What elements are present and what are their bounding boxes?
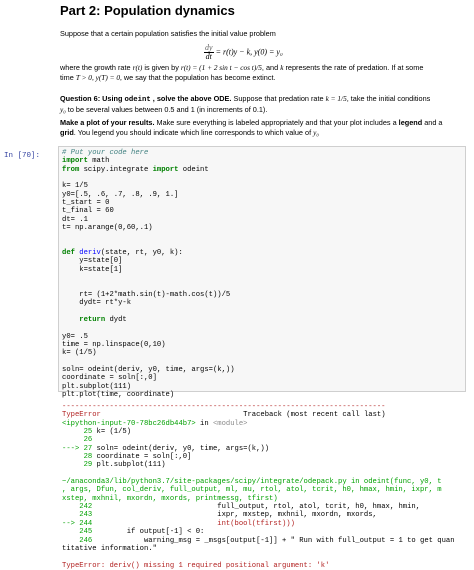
traceback-header-right: Traceback (most recent call last) xyxy=(243,411,386,420)
line-number: 243 xyxy=(62,511,93,520)
code-line: k=state[1] xyxy=(62,265,123,274)
traceback-blank xyxy=(62,470,455,478)
code-line xyxy=(62,358,235,366)
code-line: t_start = 0 xyxy=(62,199,110,208)
code-line: coordinate = soln[:,0] xyxy=(62,374,157,383)
growth-rate-text xyxy=(60,63,460,83)
traceback-input-file: <ipython-input-70-78bc26db44b7> xyxy=(62,419,196,428)
intro-text: Suppose that a certain population satisfies the initial value problem xyxy=(60,29,276,38)
extinction-condition: T > 0, y(T) = 0, xyxy=(75,73,122,82)
line-number: 246 xyxy=(62,536,93,545)
traceback-line xyxy=(62,503,455,511)
traceback-code: int(bool(tfirst))) xyxy=(92,519,295,528)
code-line xyxy=(62,274,235,282)
traceback-rule: --------------------------------------------------------------------------- xyxy=(62,403,386,411)
line-number: 25 xyxy=(62,428,93,437)
error-name: TypeError xyxy=(62,411,101,420)
question-code-word: odeint xyxy=(124,96,151,104)
line-arrow: ---> 27 xyxy=(62,444,93,453)
initial-condition-symbol: y₀ xyxy=(60,105,66,114)
traceback-continuation: titative information." xyxy=(62,544,157,553)
derivative-fraction xyxy=(204,44,214,61)
code-line xyxy=(62,308,235,316)
code-line: def deriv(state, rt, y0, k): xyxy=(62,249,183,258)
final-error-message: TypeError: deriv() missing 1 required positional argument: 'k' xyxy=(62,561,330,570)
predation-symbol: k xyxy=(280,63,284,72)
code-line: t= np.arange(0,60,.1) xyxy=(62,224,153,233)
ode-equation xyxy=(204,44,283,61)
traceback-in: in xyxy=(195,419,213,428)
traceback-line xyxy=(62,520,455,528)
code-line: dt= .1 xyxy=(62,215,88,224)
growth-text-part: is given by xyxy=(142,63,181,72)
code-line xyxy=(62,283,235,291)
line-arrow: --> 244 xyxy=(62,519,93,528)
question-label: Question 6: Using xyxy=(60,94,125,103)
traceback-code: warning_msg = _msgs[output[-1]] + " Run with full_output = 1 to get quan xyxy=(92,536,455,545)
traceback-path: xstep, mxhnil, mxordn, mxords, printmessg, tfirst) xyxy=(62,494,278,503)
code-line: y=state[0] xyxy=(62,257,123,266)
code-line: t_final = 60 xyxy=(62,207,114,216)
error-output xyxy=(62,403,455,570)
traceback-line xyxy=(62,461,455,469)
growth-text-part: , and xyxy=(261,63,281,72)
plot-instructions xyxy=(60,118,460,138)
code-line: k= 1/5 xyxy=(62,182,88,191)
code-line: soln= odeint(deriv, y0, time, args=(k,)) xyxy=(62,365,235,374)
code-line: import math xyxy=(62,157,110,166)
traceback-line xyxy=(62,436,455,444)
traceback-module: <module> xyxy=(212,419,248,428)
line-number: 26 xyxy=(62,436,93,445)
traceback-code: soln= odeint(deriv, y0, time, args=(k,)) xyxy=(92,444,270,453)
question-text: , take the initial conditions xyxy=(346,94,431,103)
traceback-path: ~/anaconda3/lib/python3.7/site-packages/scipy/integrate/odepack.py in odeint(func, y0, t xyxy=(62,478,442,487)
traceback-line xyxy=(62,537,455,545)
traceback-input-ref xyxy=(62,420,455,428)
fraction-numerator: dy xyxy=(205,43,213,52)
traceback-line xyxy=(62,453,455,461)
traceback-header xyxy=(62,411,455,419)
growth-rate-definition: r(t) = (1 + 2 sin t − cos t)/5 xyxy=(180,63,262,72)
growth-text-part: time xyxy=(60,73,76,82)
code-line: dydt= rt*y-k xyxy=(62,299,132,308)
traceback-code: full_output, rtol, atol, tcrit, h0, hmax, hmin, xyxy=(92,503,421,512)
traceback-code: ixpr, mxstep, mxhnil, mxordn, mxords, xyxy=(92,511,377,520)
code-line: # Put your code here xyxy=(62,149,149,157)
instructions-bold: grid xyxy=(60,128,74,137)
code-line xyxy=(62,232,235,240)
traceback-code: coordinate = soln[:,0] xyxy=(92,453,192,462)
growth-text-part: we say that the population has become extinct. xyxy=(121,73,276,82)
code-line: rt= (1+2*math.sin(t)-math.cos(t))/5 xyxy=(62,290,231,299)
instructions-text: . You legend you should indicate which line corresponds to which value of xyxy=(73,128,314,137)
code-line: y0= .5 xyxy=(62,332,88,341)
traceback-code: plt.subplot(111) xyxy=(92,461,166,470)
traceback-code: if output[-1] < 0: xyxy=(92,528,205,537)
fraction-denominator: dt xyxy=(205,52,212,61)
line-number: 29 xyxy=(62,461,93,470)
instructions-text: Make sure everything is labeled appropriately and that your plot includes a xyxy=(154,118,399,127)
question-text: Suppose that predation rate xyxy=(231,94,326,103)
growth-text-part: where the growth rate xyxy=(60,63,133,72)
code-editor[interactable] xyxy=(62,149,235,399)
code-line xyxy=(62,174,235,182)
code-line: plt.plot(time, coordinate) xyxy=(62,390,175,399)
instructions-bold: legend xyxy=(398,118,423,127)
line-number: 28 xyxy=(62,453,93,462)
instructions-text: and a xyxy=(422,118,443,127)
instructions-bold: Make a plot of your results. xyxy=(60,118,155,127)
traceback-path: , args, Dfun, col_deriv, full_output, ml, mu, rtol, atol, tcrit, h0, hmax, hmin, ixpr, m xyxy=(62,486,442,495)
code-line: k= (1/5) xyxy=(62,349,97,358)
traceback-line xyxy=(62,511,455,519)
question-label-end: , solve the above ODE. xyxy=(150,94,232,103)
predation-value: k = 1/5 xyxy=(325,94,347,103)
traceback-line xyxy=(62,428,455,436)
growth-text-part: represents the rate of predation. If at some xyxy=(283,63,424,72)
question-6 xyxy=(60,94,460,115)
code-line: from scipy.integrate import odeint xyxy=(62,165,209,174)
question-text: to be several values between 0.5 and 1 (in increments of 0.1). xyxy=(65,105,268,114)
code-line xyxy=(62,324,235,332)
code-line: y0=[.5, .6, .7, .8, .9, 1.] xyxy=(62,190,179,199)
code-line: return dydt xyxy=(79,315,127,324)
traceback-line xyxy=(62,528,455,536)
line-number: 245 xyxy=(62,528,93,537)
equation-rhs: = r(t)y − k, y(0) = y₀ xyxy=(215,47,283,57)
code-line: plt.subplot(111) xyxy=(62,382,132,391)
growth-rate-symbol: r(t) xyxy=(132,63,143,72)
traceback-blank xyxy=(62,553,455,561)
cell-prompt: In [70]: xyxy=(4,152,41,160)
line-number: 242 xyxy=(62,503,93,512)
traceback-line xyxy=(62,445,455,453)
code-line xyxy=(62,241,235,249)
initial-condition-symbol: y₀ xyxy=(313,128,319,137)
section-title: Part 2: Population dynamics xyxy=(60,3,235,18)
code-line: time = np.linspace(0,10) xyxy=(62,340,166,349)
traceback-code: k= (1/5) xyxy=(92,428,132,437)
